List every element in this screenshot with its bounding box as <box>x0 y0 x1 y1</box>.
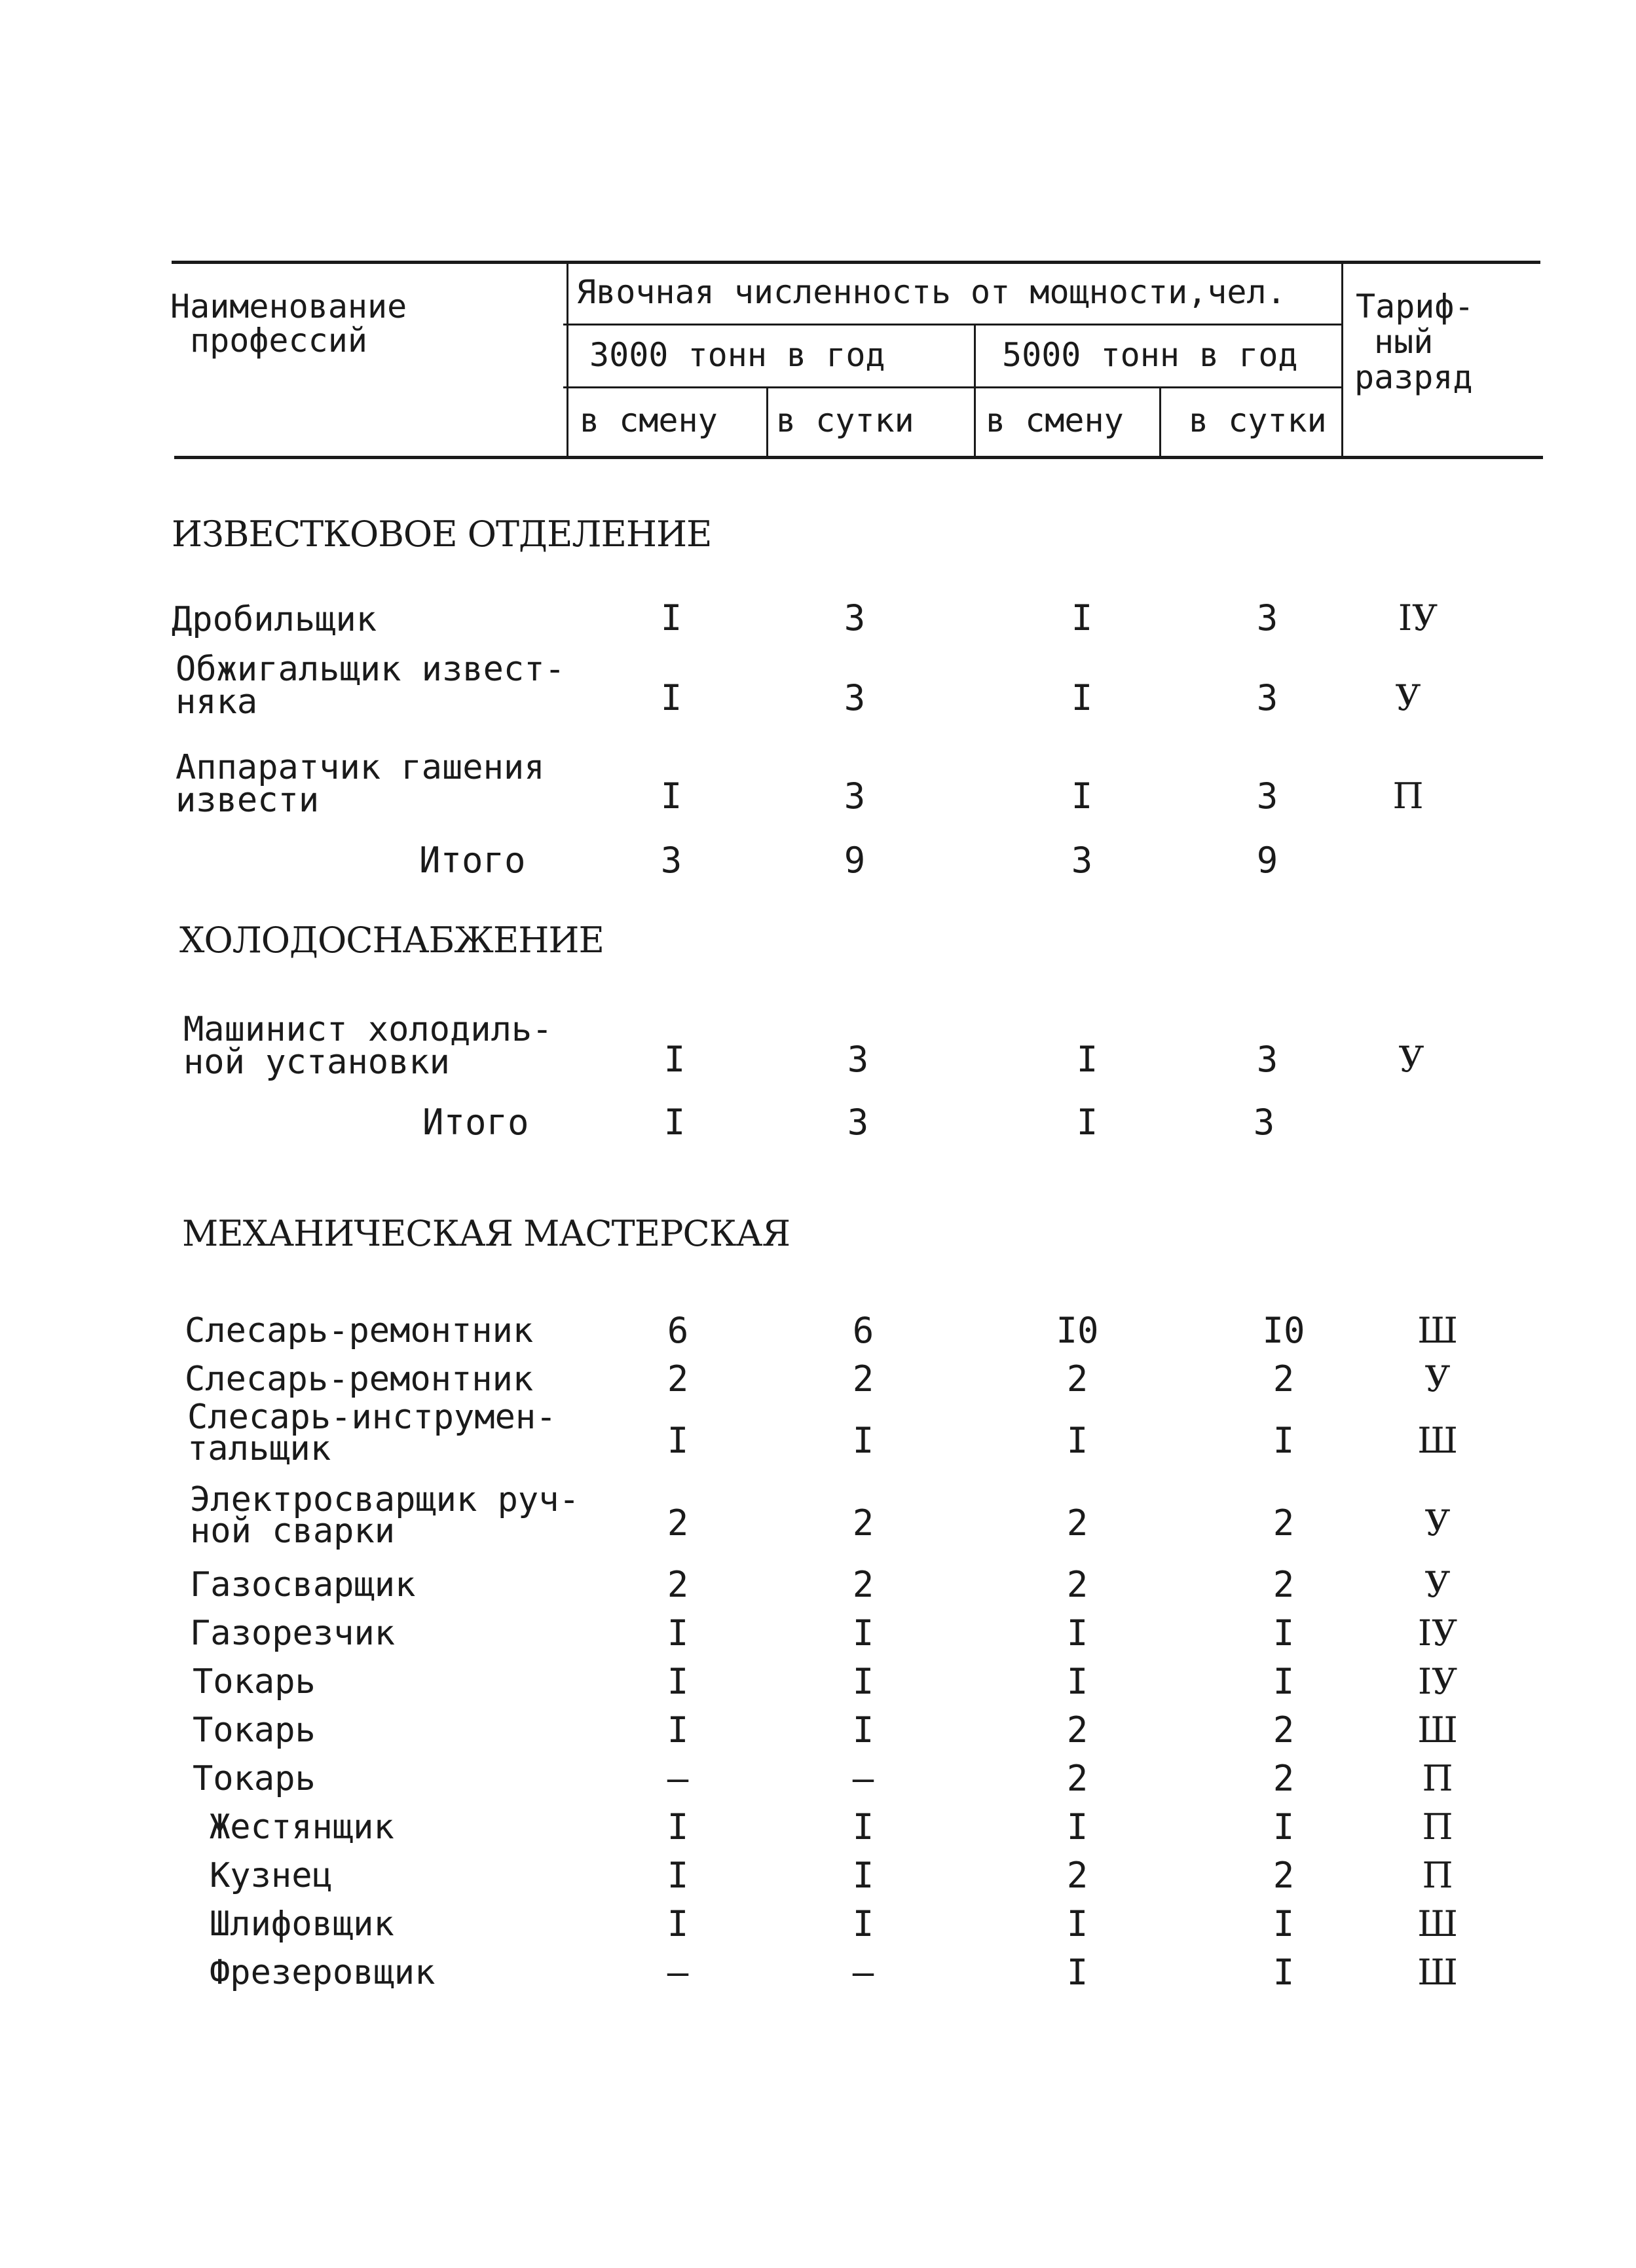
profession-name-continued: няка <box>176 682 258 722</box>
header-name-line-1: Наименование <box>170 288 407 325</box>
rank-value: Ш <box>1417 1709 1458 1751</box>
divider-capacity <box>974 324 976 456</box>
a-day-value: 6 <box>852 1310 874 1351</box>
a-shift-total: I <box>663 1102 686 1143</box>
b-day-value: 3 <box>1256 677 1278 718</box>
b-shift-value: I <box>1076 1039 1098 1080</box>
a-day-value: – <box>852 1758 874 1799</box>
profession-name-continued: тальщик <box>187 1429 331 1468</box>
a-day-value: I <box>852 1612 874 1654</box>
header-capacity-3000: 3000 тонн в год <box>589 336 885 374</box>
b-shift-value: I <box>1066 1420 1088 1461</box>
a-day-total: 3 <box>847 1102 869 1143</box>
b-shift-value: 2 <box>1066 1758 1088 1799</box>
rank-value: П <box>1422 1806 1453 1848</box>
rank-value: П <box>1422 1758 1453 1799</box>
header-name-line-2: профессий <box>190 322 367 360</box>
section-title: ИЗВЕСТКОВОЕ ОТДЕЛЕНИЕ <box>172 513 712 555</box>
b-day-total: 9 <box>1256 840 1278 881</box>
divider-b-shift-day <box>1159 386 1161 456</box>
a-shift-total: 3 <box>660 840 682 881</box>
rank-value: У <box>1424 1358 1451 1400</box>
b-day-total: 3 <box>1253 1102 1275 1143</box>
b-day-value: 3 <box>1256 1039 1278 1080</box>
a-shift-value: I <box>660 597 682 639</box>
profession-name: Фрезеровщик <box>210 1953 436 1992</box>
a-shift-value: – <box>667 1758 689 1799</box>
rank-value: IУ <box>1417 1661 1458 1702</box>
a-day-value: I <box>852 1661 874 1702</box>
profession-name: Токарь <box>193 1711 316 1750</box>
profession-name: Дробильщик <box>172 600 377 639</box>
b-shift-total: 3 <box>1071 840 1093 881</box>
a-day-value: – <box>852 1952 874 1993</box>
profession-name: Токарь <box>193 1662 316 1701</box>
divider-rank <box>1341 261 1343 456</box>
b-day-value: I0 <box>1262 1310 1305 1351</box>
profession-name: Слесарь-ремонтник <box>185 1311 534 1350</box>
profession-name: Токарь <box>193 1759 316 1798</box>
a-shift-value: I <box>667 1612 689 1654</box>
total-label: Итого <box>422 1102 529 1143</box>
b-shift-value: 2 <box>1066 1564 1088 1605</box>
b-shift-value: I <box>1066 1661 1088 1702</box>
a-shift-value: I <box>667 1420 689 1461</box>
a-shift-value: – <box>667 1952 689 1993</box>
b-day-value: 2 <box>1273 1758 1295 1799</box>
rank-value: IУ <box>1417 1612 1458 1654</box>
a-shift-value: 2 <box>667 1564 689 1605</box>
divider-a-shift-day <box>766 386 768 456</box>
rank-value: П <box>1422 1855 1453 1896</box>
profession-name: Кузнец <box>210 1856 333 1895</box>
a-shift-value: I <box>667 1709 689 1751</box>
a-day-total: 9 <box>844 840 866 881</box>
b-shift-value: I0 <box>1056 1310 1099 1351</box>
a-day-value: 3 <box>844 775 866 817</box>
b-shift-value: 2 <box>1066 1855 1088 1896</box>
a-shift-value: I <box>663 1039 686 1080</box>
b-day-value: I <box>1273 1903 1295 1944</box>
a-shift-value: 2 <box>667 1502 689 1544</box>
profession-name-continued: ной установки <box>183 1043 450 1082</box>
capacity-rule <box>563 324 1343 325</box>
total-label: Итого <box>419 840 526 881</box>
b-day-value: 2 <box>1273 1564 1295 1605</box>
profession-name: Аппаратчик гашения <box>176 748 545 787</box>
rank-value: П <box>1392 775 1424 817</box>
b-day-value: 3 <box>1256 597 1278 639</box>
b-day-value: I <box>1273 1806 1295 1848</box>
b-day-value: 2 <box>1273 1709 1295 1751</box>
subheader-rule <box>563 386 1343 388</box>
b-day-value: 3 <box>1256 775 1278 817</box>
b-shift-value: I <box>1066 1903 1088 1944</box>
b-day-value: I <box>1273 1612 1295 1654</box>
b-shift-value: 2 <box>1066 1709 1088 1751</box>
rank-value: Ш <box>1417 1903 1458 1944</box>
profession-name: Газосварщик <box>190 1565 416 1605</box>
rank-value: Ш <box>1417 1310 1458 1351</box>
a-day-value: I <box>852 1903 874 1944</box>
b-shift-value: I <box>1066 1806 1088 1848</box>
header-rank-line-2: ный <box>1374 323 1434 361</box>
rank-value: Ш <box>1417 1952 1458 1993</box>
rank-value: У <box>1398 1039 1424 1080</box>
divider-name <box>567 261 568 456</box>
a-day-value: 2 <box>852 1358 874 1400</box>
profession-name: Шлифовщик <box>210 1905 394 1944</box>
a-day-value: I <box>852 1420 874 1461</box>
b-day-value: 2 <box>1273 1358 1295 1400</box>
rank-value: Ш <box>1417 1420 1458 1461</box>
rank-value: У <box>1424 1564 1451 1605</box>
a-day-value: I <box>852 1855 874 1896</box>
a-day-value: 3 <box>844 597 866 639</box>
profession-name: Жестянщик <box>210 1808 394 1847</box>
profession-name: Машинист холодиль- <box>183 1010 553 1049</box>
a-day-value: 2 <box>852 1502 874 1544</box>
b-shift-value: 2 <box>1066 1358 1088 1400</box>
a-shift-value: I <box>660 677 682 718</box>
profession-name: Обжигальщик извест- <box>176 650 565 689</box>
b-day-value: 2 <box>1273 1855 1295 1896</box>
b-shift-value: I <box>1071 597 1093 639</box>
profession-name-continued: ной сварки <box>190 1512 396 1551</box>
header-b-per-day: в сутки <box>1189 401 1327 439</box>
a-shift-value: I <box>660 775 682 817</box>
profession-name-continued: извести <box>176 781 320 820</box>
b-shift-value: 2 <box>1066 1502 1088 1544</box>
header-a-per-shift: в смену <box>580 401 718 439</box>
header-capacity-5000: 5000 тонн в год <box>1002 336 1298 374</box>
b-day-value: I <box>1273 1952 1295 1993</box>
b-shift-value: I <box>1066 1952 1088 1993</box>
b-shift-value: I <box>1071 677 1093 718</box>
b-shift-total: I <box>1076 1102 1098 1143</box>
b-day-value: I <box>1273 1661 1295 1702</box>
table-top-rule <box>172 261 1540 264</box>
a-day-value: 3 <box>844 677 866 718</box>
a-shift-value: 2 <box>667 1358 689 1400</box>
table-header-bottom-rule <box>174 456 1543 459</box>
header-rank-line-1: Тариф- <box>1356 288 1474 325</box>
header-rank-line-3: разряд <box>1354 358 1473 396</box>
b-day-value: I <box>1273 1420 1295 1461</box>
rank-value: У <box>1424 1502 1451 1544</box>
b-day-value: 2 <box>1273 1502 1295 1544</box>
profession-name: Газорезчик <box>190 1614 396 1653</box>
a-day-value: I <box>852 1806 874 1848</box>
section-title: ХОЛОДОСНАБЖЕНИЕ <box>179 920 604 961</box>
a-shift-value: I <box>667 1903 689 1944</box>
b-shift-value: I <box>1066 1612 1088 1654</box>
a-shift-value: I <box>667 1806 689 1848</box>
rank-value: IУ <box>1398 597 1438 639</box>
profession-name: Слесарь-инструмен- <box>187 1398 557 1437</box>
header-a-per-day: в сутки <box>776 401 914 439</box>
a-shift-value: I <box>667 1661 689 1702</box>
a-day-value: I <box>852 1709 874 1751</box>
section-title: МЕХАНИЧЕСКАЯ МАСТЕРСКАЯ <box>182 1213 790 1254</box>
a-day-value: 2 <box>852 1564 874 1605</box>
b-shift-value: I <box>1071 775 1093 817</box>
profession-name: Электросварщик руч- <box>190 1480 580 1519</box>
header-group: Явочная численность от мощности,чел. <box>576 273 1286 311</box>
a-shift-value: 6 <box>667 1310 689 1351</box>
a-shift-value: I <box>667 1855 689 1896</box>
rank-value: У <box>1395 677 1421 718</box>
profession-name: Слесарь-ремонтник <box>185 1360 534 1399</box>
header-b-per-shift: в смену <box>986 401 1124 439</box>
a-day-value: 3 <box>847 1039 869 1080</box>
